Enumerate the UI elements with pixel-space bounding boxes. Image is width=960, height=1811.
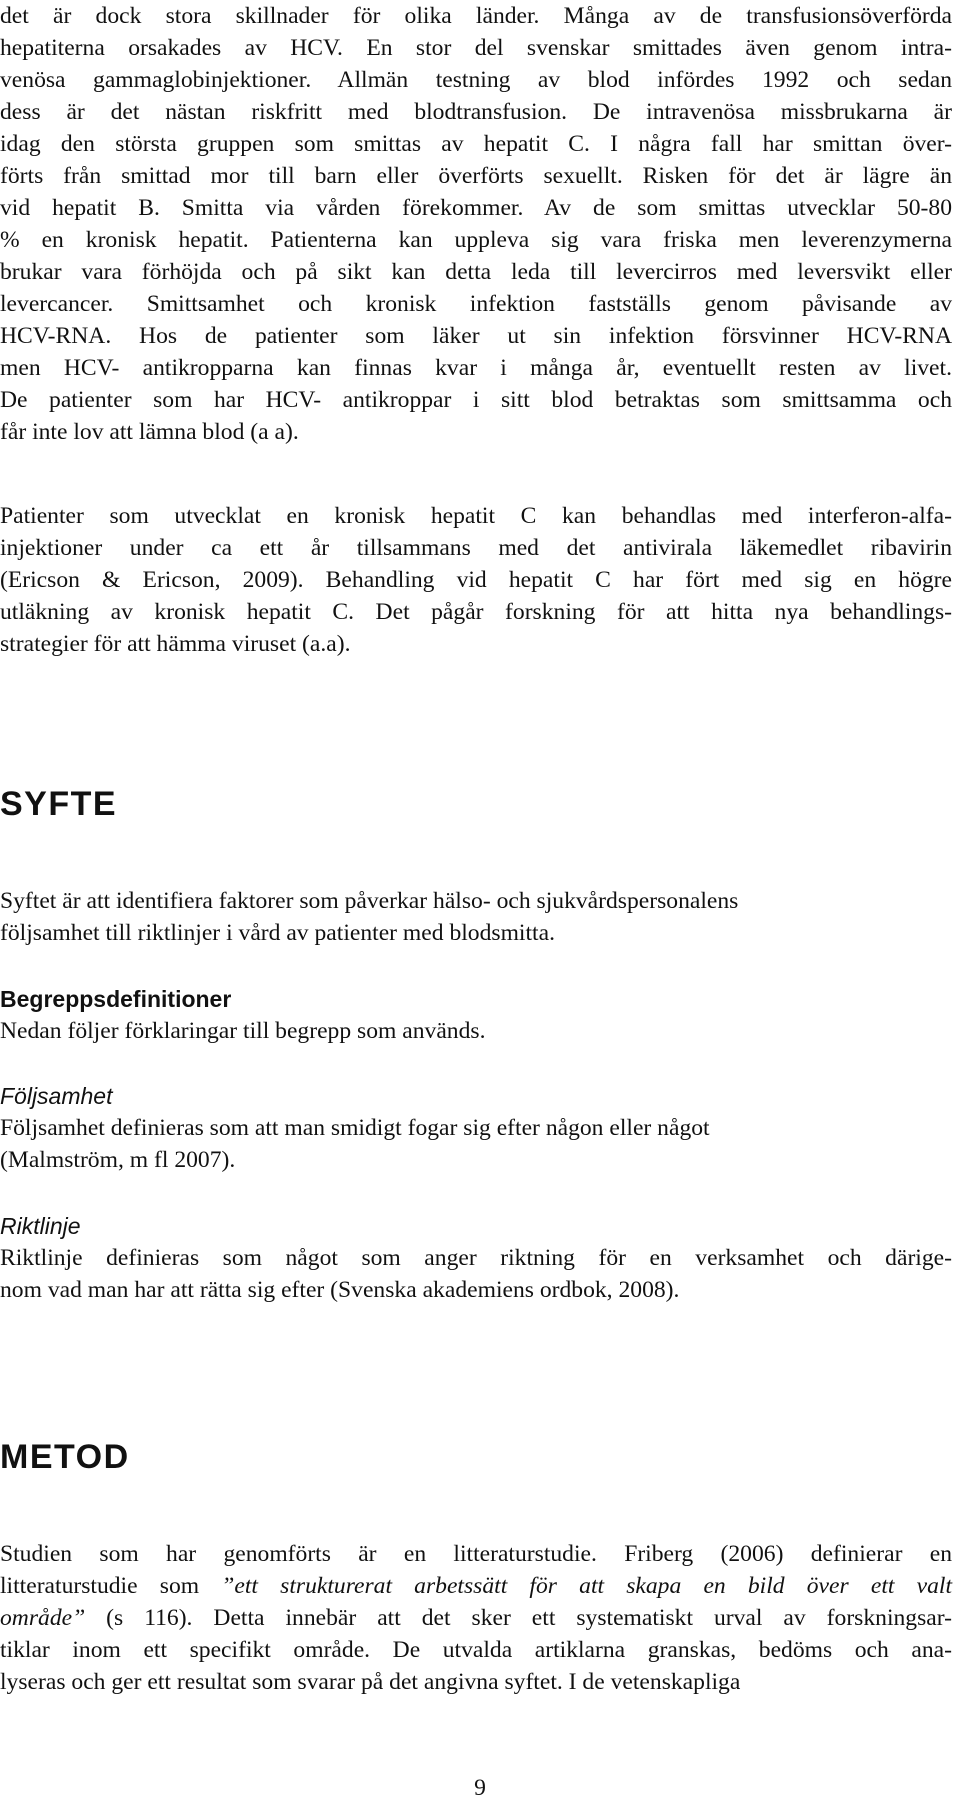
- term-heading-riktlinje: Riktlinje: [0, 1213, 81, 1239]
- text-line: nom vad man har att rätta sig efter (Svenska akademiens ordbok, 2008).: [0, 1277, 680, 1303]
- text-line: Följsamhet definieras som att man smidigt fogar sig efter någon eller något: [0, 1115, 710, 1141]
- text-line: förts från smittad mor till barn eller överförts sexuellt. Risken för det är lägre än: [0, 163, 952, 189]
- section-heading-metod: METOD: [0, 1438, 130, 1476]
- text-line: De patienter som har HCV- antikroppar i sitt blod betraktas som smittsamma och: [0, 387, 952, 413]
- text-line: tiklar inom ett specifikt område. De utvalda artiklarna granskas, bedöms och ana-: [0, 1637, 952, 1663]
- section-heading-syfte: SYFTE: [0, 785, 118, 823]
- subheading-begreppsdefinitioner: Begreppsdefinitioner: [0, 986, 232, 1012]
- text-line: injektioner under ca ett år tillsammans med det antivirala läkemedlet ribavirin: [0, 535, 952, 561]
- term-heading-foljsamhet: Följsamhet: [0, 1083, 113, 1109]
- text-line: [0, 1570, 952, 1602]
- text-line: dess är det nästan riskfritt med blodtransfusion. De intravenösa missbrukarna är: [0, 99, 952, 125]
- text-line: HCV-RNA. Hos de patienter som läker ut sin infektion försvinner HCV-RNA: [0, 323, 952, 349]
- text-line: Syftet är att identifiera faktorer som påverkar hälso- och sjukvårdspersonalens: [0, 888, 739, 914]
- text-span: litteraturstudie som: [0, 1573, 222, 1599]
- text-line: det är dock stora skillnader för olika länder. Många av de transfusionsöverförda: [0, 3, 952, 29]
- text-line: levercancer. Smittsamhet och kronisk infektion fastställs genom påvisande av: [0, 291, 952, 317]
- text-line: Nedan följer förklaringar till begrepp som används.: [0, 1018, 486, 1044]
- text-line: lyseras och ger ett resultat som svarar på det angivna syftet. I de vetenskapliga: [0, 1669, 741, 1695]
- text-span: (s 116). Detta innebär att det sker ett systematiskt urval av forskningsar-: [85, 1605, 952, 1631]
- text-line: Studien som har genomförts är en litteraturstudie. Friberg (2006) definierar en: [0, 1541, 952, 1567]
- quoted-definition: ”ett strukturerat arbetssätt för att skapa en bild över ett valt: [221, 1573, 952, 1599]
- text-line: men HCV- antikropparna kan finnas kvar i många år, eventuellt resten av livet.: [0, 355, 952, 381]
- text-line: idag den största gruppen som smittas av hepatit C. I några fall har smittan över-: [0, 131, 952, 157]
- text-line: % en kronisk hepatit. Patienterna kan uppleva sig vara friska men leverenzymerna: [0, 227, 952, 253]
- text-line: brukar vara förhöjda och på sikt kan detta leda till levercirros med leversvikt eller: [0, 259, 952, 285]
- text-line: (Malmström, m fl 2007).: [0, 1147, 236, 1173]
- text-line: hepatiterna orsakades av HCV. En stor del svenskar smittades även genom intra-: [0, 35, 952, 61]
- text-line: [0, 1602, 952, 1634]
- quoted-definition: område”: [0, 1605, 86, 1631]
- text-line: vid hepatit B. Smitta via vården förekommer. Av de som smittas utvecklar 50-80: [0, 195, 952, 221]
- text-line: Patienter som utvecklat en kronisk hepatit C kan behandlas med interferon-alfa-: [0, 503, 952, 529]
- text-line: strategier för att hämma viruset (a.a).: [0, 631, 351, 657]
- text-line: Riktlinje definieras som något som anger riktning för en verksamhet och därige-: [0, 1245, 952, 1271]
- page-number: 9: [474, 1775, 486, 1801]
- text-line: venösa gammaglobinjektioner. Allmän testning av blod infördes 1992 och sedan: [0, 67, 952, 93]
- text-line: följsamhet till riktlinjer i vård av patienter med blodsmitta.: [0, 920, 555, 946]
- text-line: (Ericson & Ericson, 2009). Behandling vid hepatit C har fört med sig en högre: [0, 567, 952, 593]
- text-line: får inte lov att lämna blod (a a).: [0, 419, 299, 445]
- text-line: utläkning av kronisk hepatit C. Det pågår forskning för att hitta nya behandlings-: [0, 599, 952, 625]
